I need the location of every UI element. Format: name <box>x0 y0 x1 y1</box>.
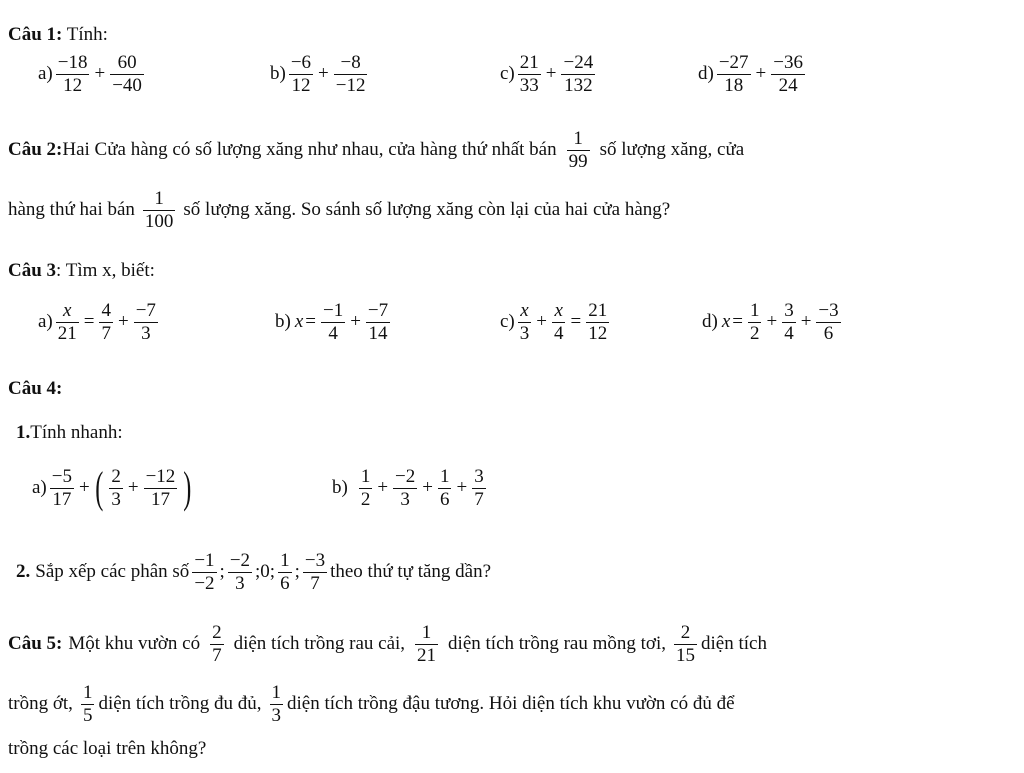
fraction: $\frac{2}{7}$ <box>212 622 222 666</box>
q5-label: Câu 5: <box>8 633 63 655</box>
fraction: $\frac{60}{-40}$ <box>112 52 142 96</box>
q4-sub2-label: 2. <box>16 561 31 583</box>
fraction: $\frac{-7}{3}$ <box>135 300 156 344</box>
fraction: $\frac{1}{2}$ <box>749 300 760 344</box>
operator: + <box>318 63 329 85</box>
fraction: $\frac{1}{6}$ <box>439 466 450 510</box>
q5-text: diện tích trồng đậu tương. Hỏi diện tích khu vườn có đủ để <box>287 693 735 715</box>
left-paren: ( <box>95 463 104 513</box>
fraction: $\frac{1}{100}$ <box>144 188 174 232</box>
q1-item-a <box>38 52 147 97</box>
fraction: $\frac{-5}{17}$ <box>51 466 72 510</box>
operator: + <box>377 477 389 499</box>
fraction: $\frac{21}{12}$ <box>588 300 608 344</box>
fraction: $\frac{-18}{12}$ <box>57 52 88 96</box>
q2-text: hàng thứ hai bán <box>8 199 135 221</box>
q4-sub1 <box>16 422 123 444</box>
fraction: $\frac{4}{7}$ <box>101 300 111 344</box>
fraction: $\frac{1}{99}$ <box>568 128 588 172</box>
q5-line-2 <box>8 682 735 727</box>
item-label: b) <box>332 477 348 499</box>
q5-text: diện tích <box>701 633 767 655</box>
fraction: $\frac{1}{5}$ <box>82 682 93 726</box>
q2-line-2 <box>8 188 670 233</box>
q3-item-a <box>38 300 161 345</box>
right-paren: ) <box>183 463 192 513</box>
operator: + <box>94 63 106 85</box>
operator: = <box>305 311 316 333</box>
fraction: $\frac{1}{21}$ <box>417 622 437 666</box>
q5-text: diện tích trồng đu đủ, <box>98 693 262 715</box>
fraction: $\frac{2}{3}$ <box>111 466 121 510</box>
fraction: $\frac{-36}{24}$ <box>773 52 803 96</box>
fraction: $\frac{-6}{12}$ <box>290 52 312 96</box>
q4-sub2-text: theo thứ tự tăng dần? <box>330 561 492 583</box>
item-label: a) <box>38 63 53 85</box>
operator: = <box>83 311 95 333</box>
q3-label: Câu 3 <box>8 260 57 281</box>
q4-item-b <box>332 466 489 511</box>
fraction: $\frac{3}{7}$ <box>474 466 484 510</box>
fraction: $\frac{x}{21}$ <box>57 300 77 344</box>
operator: + <box>536 311 547 333</box>
item-label: d) <box>702 311 718 333</box>
item-label: d) <box>698 63 714 85</box>
q2-text: số lượng xăng, cửa <box>599 139 745 161</box>
item-label: a) <box>32 477 47 499</box>
operator: + <box>422 477 433 499</box>
q4-label: Câu 4: <box>8 378 63 399</box>
q5-text: diện tích trồng rau mồng tơi, <box>448 633 666 655</box>
q3-item-d <box>702 300 844 345</box>
q1-heading <box>8 24 108 46</box>
q1-text: Tính: <box>66 24 108 45</box>
q1-item-c <box>500 52 598 97</box>
fraction: $\frac{2}{15}$ <box>676 622 695 666</box>
fraction: $\frac{-24}{132}$ <box>563 52 594 96</box>
operator: + <box>755 63 767 85</box>
operator: + <box>545 63 557 85</box>
q3-item-b <box>275 300 393 345</box>
fraction: $\frac{-2}{3}$ <box>395 466 416 510</box>
item-label: c) <box>500 311 515 333</box>
item-label: c) <box>500 63 515 85</box>
q2-text: số lượng xăng. So sánh số lượng xăng còn lại của hai cửa hàng? <box>183 199 671 221</box>
fraction: $\frac{-12}{17}$ <box>145 466 176 510</box>
separator: ; <box>294 561 300 583</box>
q1-label: Câu 1: <box>8 24 63 45</box>
operator: = <box>732 311 743 333</box>
item-label: b) <box>270 63 286 85</box>
q5-text: trồng ớt, <box>8 693 73 715</box>
q1-item-b <box>270 52 370 97</box>
q4-sub1-text: Tính nhanh: <box>30 422 123 443</box>
q2-text: Hai Cửa hàng có số lượng xăng như nhau, cửa hàng thứ nhất bán <box>62 139 557 161</box>
fraction: $\frac{1}{6}$ <box>280 550 290 594</box>
operator: + <box>78 477 90 499</box>
fraction: $\frac{-7}{14}$ <box>367 300 389 344</box>
fraction: $\frac{-27}{18}$ <box>718 52 749 96</box>
operator: + <box>117 311 129 333</box>
q5-line-1 <box>8 622 767 667</box>
operator: + <box>127 477 139 499</box>
fraction: $\frac{-2}{3}$ <box>229 550 251 594</box>
item-label: b) <box>275 311 291 333</box>
q2-line-1 <box>8 128 744 173</box>
fraction: $\frac{1}{2}$ <box>360 466 371 510</box>
separator: ;0; <box>255 561 276 583</box>
fraction: $\frac{x}{4}$ <box>553 300 564 344</box>
variable: x <box>294 311 304 333</box>
operator: + <box>456 477 468 499</box>
q4-sub2 <box>16 550 491 595</box>
operator: + <box>766 311 778 333</box>
q3-item-c <box>500 300 612 345</box>
q3-text: : Tìm x, biết: <box>56 260 155 281</box>
q5-text: Một khu vườn có <box>68 633 201 655</box>
fraction: $\frac{-1}{-2}$ <box>194 550 215 594</box>
operator: + <box>350 311 361 333</box>
q4-item-a <box>32 463 195 513</box>
q4-sub1-label: 1. <box>16 422 31 443</box>
fraction: $\frac{x}{3}$ <box>519 300 530 344</box>
fraction: $\frac{-3}{7}$ <box>304 550 326 594</box>
fraction: $\frac{1}{3}$ <box>271 682 281 726</box>
q4-sub2-text: Sắp xếp các phân số <box>35 561 190 583</box>
q3-heading <box>8 260 155 282</box>
fraction: $\frac{21}{33}$ <box>519 52 539 96</box>
item-label: a) <box>38 311 53 333</box>
q1-item-d <box>698 52 808 97</box>
q2-label: Câu 2: <box>8 139 63 161</box>
q5-text: diện tích trồng rau cải, <box>233 633 406 655</box>
fraction: $\frac{-8}{-12}$ <box>335 52 366 96</box>
variable: x <box>721 311 731 333</box>
fraction: $\frac{3}{4}$ <box>784 300 794 344</box>
q5-line-3: trồng các loại trên không? <box>8 738 207 759</box>
separator: ; <box>219 561 225 583</box>
fraction: $\frac{-3}{6}$ <box>818 300 839 344</box>
fraction: $\frac{-1}{4}$ <box>322 300 344 344</box>
operator: + <box>800 311 812 333</box>
operator: = <box>570 311 582 333</box>
